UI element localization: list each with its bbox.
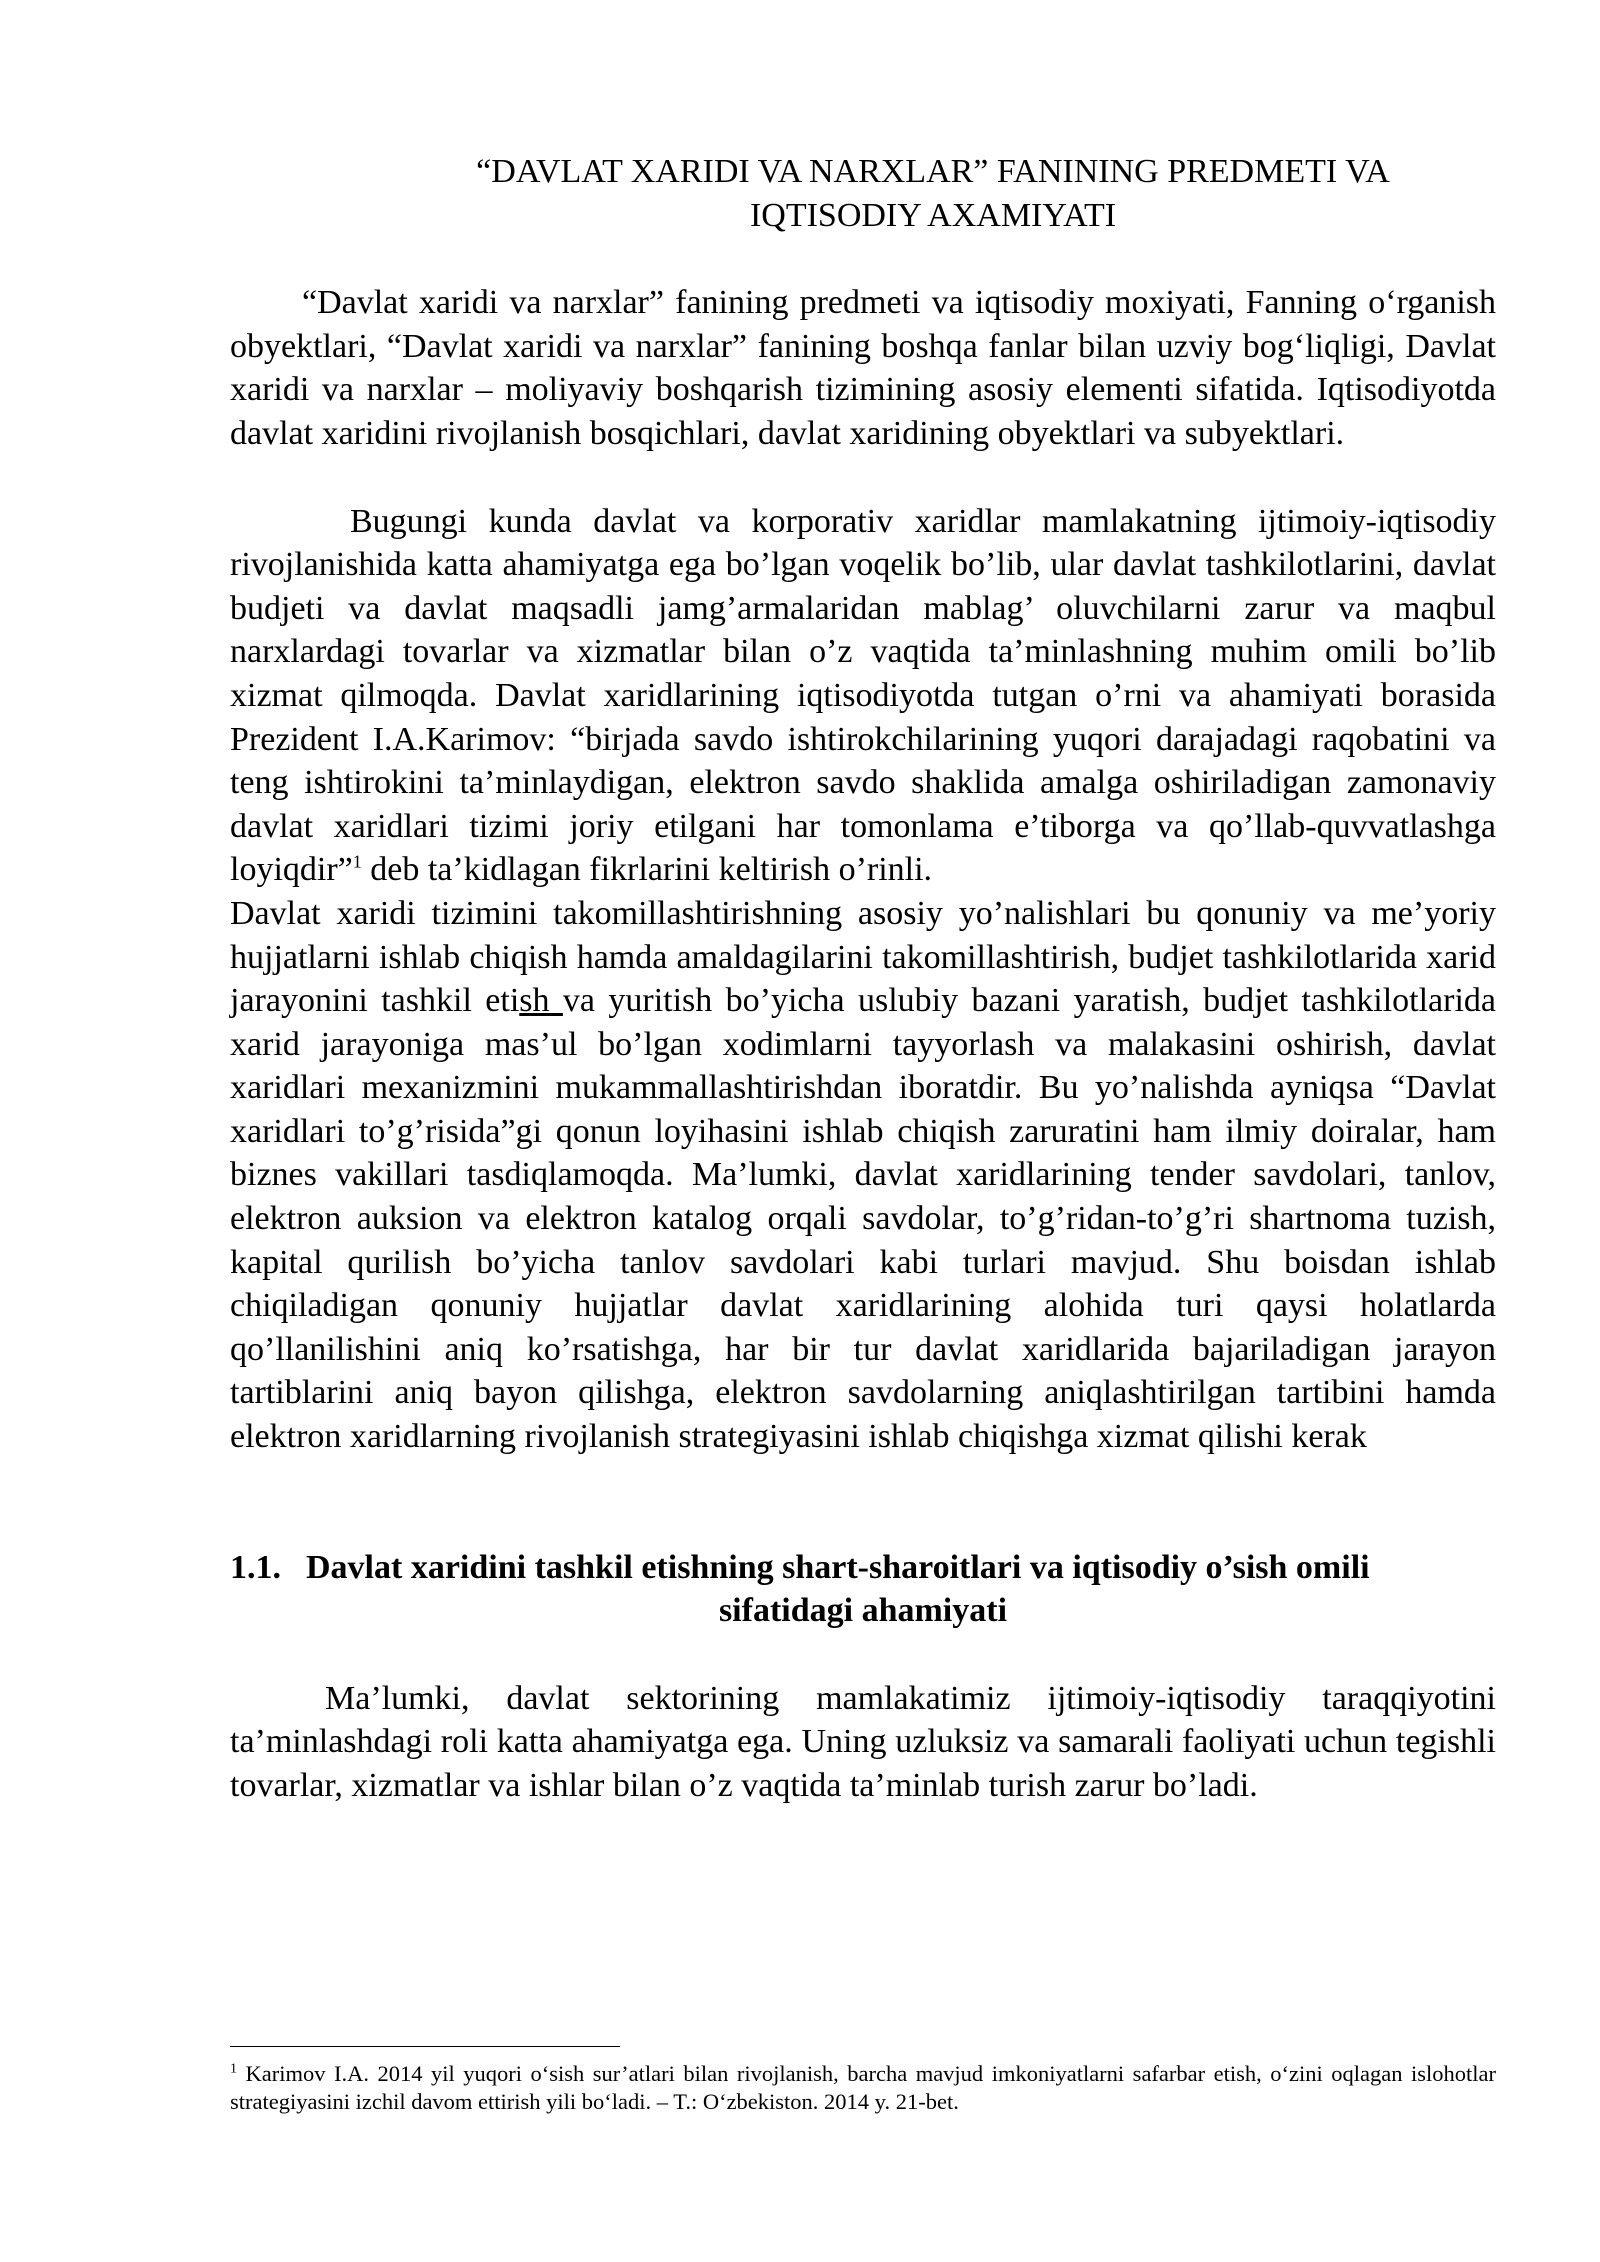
footnote-number: 1 <box>230 2061 237 2077</box>
paragraph-3: Ma’lumki, davlat sektorining mamlakatimiz ijtimoiy-iqtisodiy taraqqiyotini ta’minlashdagi roli katta ahamiyatga ega. Uning uzluksiz va samarali faoliyati uchun tegishli tovarlar, xizmatlar va ishlar bilan o’z vaqtida ta’minlab turish zarur bo’ladi. <box>230 1679 1496 1804</box>
footnote-separator <box>230 2046 620 2047</box>
section-number: 1.1. <box>230 1548 281 1586</box>
title-line-1: “DAVLAT XARIDI VA NARXLAR” FANINING PREDMETI VA <box>476 153 1390 190</box>
section-heading-line-1 <box>230 1546 1496 1590</box>
underlined-text: sh <box>519 982 563 1020</box>
paragraph-1 <box>230 500 1496 892</box>
section-title-line-2: sifatidagi ahamiyati <box>718 1592 1008 1630</box>
paragraph-2-text-a: Davlat xaridi tizimini takomillashtirishning asosiy yo’nalishlari bu qonuniy va me’yoriy hujjatlarni ishlab chiqish hamda amaldagilarini takomillashtirish, budjet tashkilotlarida xarid jarayonini tashkil eti <box>230 894 1496 1020</box>
paragraph-2-text-b: va yuritish bo’yicha uslubiy bazani yaratish, budjet tashkilotlarida xarid jarayoniga mas’ul bo’lgan xodimlarni tayyorlash va malakasini oshirish, davlat xaridlari mexanizmini mukammallashtirishdan iboratdir. Bu yo’nalishda ayniqsa “Davlat xaridlari to’g’risida”gi qonun loyihasini ishlab chiqish zaruratini ham ilmiy doiralar, ham biznes vakillari tasdiqlamoqda. Ma’lumki, davlat xaridlarining tender savdolari, tanlov, elektron auksion va elektron katalog orqali savdolar, to’g’ridan-to’g’ri shartnoma tuzish, kapital qurilish bo’yicha tanlov savdolari kabi turlari mavjud. Shu boisdan ishlab chiqiladigan qonuniy hujjatlar davlat xaridlarining alohida turi qaysi holatlarda qo’llanilishini aniq ko’rsatishga, har bir tur davlat xaridlarida bajariladigan jarayon tartiblarini aniq bayon qilishga, elektron savdolarning aniqlashtirilgan tartibini hamda elektron xaridlarning rivojlanish strategiyasini ishlab chiqishga xizmat qilishi kerak <box>230 982 1496 1456</box>
section-title-line-1: Davlat xaridini tashkil etishning shart-sharoitlari va iqtisodiy o’sish omili <box>306 1548 1370 1586</box>
footnote-text: Karimov I.A. 2014 yil yuqori o‘sish sur’atlari bilan rivojlanish, barcha mavjud imkoniyatlarni safarbar etish, o‘zini oqlagan islohotlar strategiyasini izchil davom ettirish yili bo‘ladi. – T.: O‘zbekiston. 2014 y. 21-bet. <box>230 2061 1496 2114</box>
paragraph-1-tail: deb ta’kidlagan fikrlarini keltirish o’rinli. <box>361 851 933 889</box>
document-title <box>230 150 1496 237</box>
intro-paragraph: “Davlat xaridi va narxlar” fanining predmeti va iqtisodiy moxiyati, Fanning o‘rganish obyektlari, “Davlat xaridi va narxlar” fanining boshqa fanlar bilan uzviy bog‘liqligi, Davlat xaridi va narxlar – moliyaviy boshqarish tizimining asosiy elementi sifatida. Iqtisodiyotda davlat xaridini rivojlanish bosqichlari, davlat xaridining obyektlari va subyektlari. <box>230 284 1496 452</box>
footnote <box>230 2060 1496 2116</box>
paragraph-2 <box>230 892 1496 1459</box>
footnote-reference: 1 <box>352 851 362 872</box>
section-heading <box>230 1546 1496 1633</box>
document-page <box>230 150 1496 1808</box>
paragraph-1-text: Bugungi kunda davlat va korporativ xaridlar mamlakatning ijtimoiy-iqtisodiy rivojlanishida katta ahamiyatga ega bo’lgan voqelik bo’lib, ular davlat tashkilotlarini, davlat budjeti va davlat maqsadli jamg’armalaridan mablag’ oluvchilarni zarur va maqbul narxlardagi tovarlar va xizmatlar bilan o’z vaqtida ta’minlashning muhim omili bo’lib xizmat qilmoqda. Davlat xaridlarining iqtisodiyotda tutgan o’rni va ahamiyati borasida Prezident I.A.Karimov: “birjada savdo ishtirokchilarining yuqori darajadagi raqobatini va teng ishtirokini ta’minlaydigan, elektron savdo shaklida amalga oshiriladigan zamonaviy davlat xaridlari tizimi joriy etilgani har tomonlama e’tiborga va qo’llab-quvvatlashga loyiqdir” <box>230 502 1496 889</box>
title-line-2: IQTISODIY AXAMIYATI <box>749 196 1117 234</box>
